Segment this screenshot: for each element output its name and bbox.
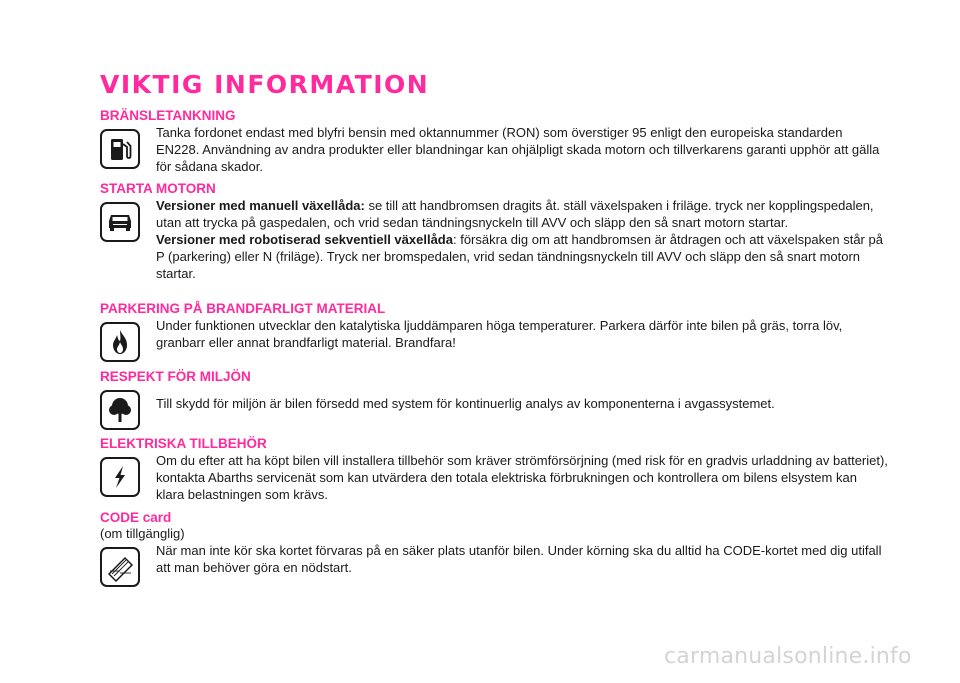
robotized-gearbox-label: Versioner med robotiserad sekventiell växellåda	[156, 232, 453, 247]
manual-gearbox-label: Versioner med manuell växellåda:	[156, 198, 365, 213]
section-subheading: (om tillgänglig)	[100, 526, 185, 541]
section-heading: RESPEKT FÖR MILJÖN	[100, 369, 251, 384]
page-title: VIKTIG INFORMATION	[100, 70, 430, 99]
tree-icon	[100, 390, 140, 430]
section-heading: PARKERING PÅ BRANDFARLIGT MATERIAL	[100, 301, 386, 316]
section-fuel	[100, 108, 890, 175]
robotized-gearbox-text: : försäkra dig om att handbromsen är åtdragen och att växelspaken står på P (parkering) eller N (friläge). Tryck ner bromspedalen, vrid sedan tändningsnyckeln till AVV och släpp den så snart motorn startar.	[156, 232, 883, 281]
section-electrical-accessories	[100, 436, 890, 503]
car-icon	[100, 202, 140, 242]
section-heading: STARTA MOTORN	[100, 181, 216, 196]
section-text: Om du efter att ha köpt bilen vill installera tillbehör som kräver strömförsörjning (med risk för en gradvis urladdning av batteriet), kontakta Abarths servicenät som kan utvärdera den totala elektriska förbrukningen och kontrollera om bilens elsystem kan klara belastningen som krävs.	[156, 453, 888, 502]
fire-icon	[100, 322, 140, 362]
fuel-pump-icon	[100, 129, 140, 169]
watermark: carmanualsonline.info	[664, 644, 912, 669]
section-flammable-parking	[100, 301, 890, 362]
section-text: När man inte kör ska kortet förvaras på en säker plats utanför bilen. Under körning ska du alltid ha CODE-kortet med dig utifall att man behöver göra en nödstart.	[156, 543, 882, 575]
manual-gearbox-text: se till att handbromsen dragits åt. ställ växelspaken i friläge. tryck ner kopplingspedalen, utan att trycka på gaspedalen, och vrid sedan tändningsnyckeln till AVV och släpp den så snart motorn startar.	[156, 198, 874, 230]
section-text: Under funktionen utvecklar den katalytiska ljuddämparen höga temperaturer. Parkera därför inte bilen på gräs, torra löv, granbarr eller annat brandfarligt material. Brandfara!	[156, 318, 843, 350]
lightning-icon	[100, 457, 140, 497]
section-start-engine	[100, 181, 890, 282]
section-heading: BRÄNSLETANKNING	[100, 108, 236, 123]
section-environment	[100, 369, 890, 430]
section-heading: ELEKTRISKA TILLBEHÖR	[100, 436, 267, 451]
section-text: Till skydd för miljön är bilen försedd med system för kontinuerlig analys av komponenterna i avgassystemet.	[156, 396, 775, 411]
section-code-card	[100, 510, 890, 587]
section-text: Tanka fordonet endast med blyfri bensin med oktannummer (RON) som överstiger 95 enligt den europeiska standarden EN228. Användning av andra produkter eller blandningar kan ohjälpligt skada motorn och tillverkarens garanti upphör att gälla för sådana skador.	[156, 125, 880, 174]
section-heading: CODE card	[100, 510, 172, 525]
code-card-icon	[100, 547, 140, 587]
